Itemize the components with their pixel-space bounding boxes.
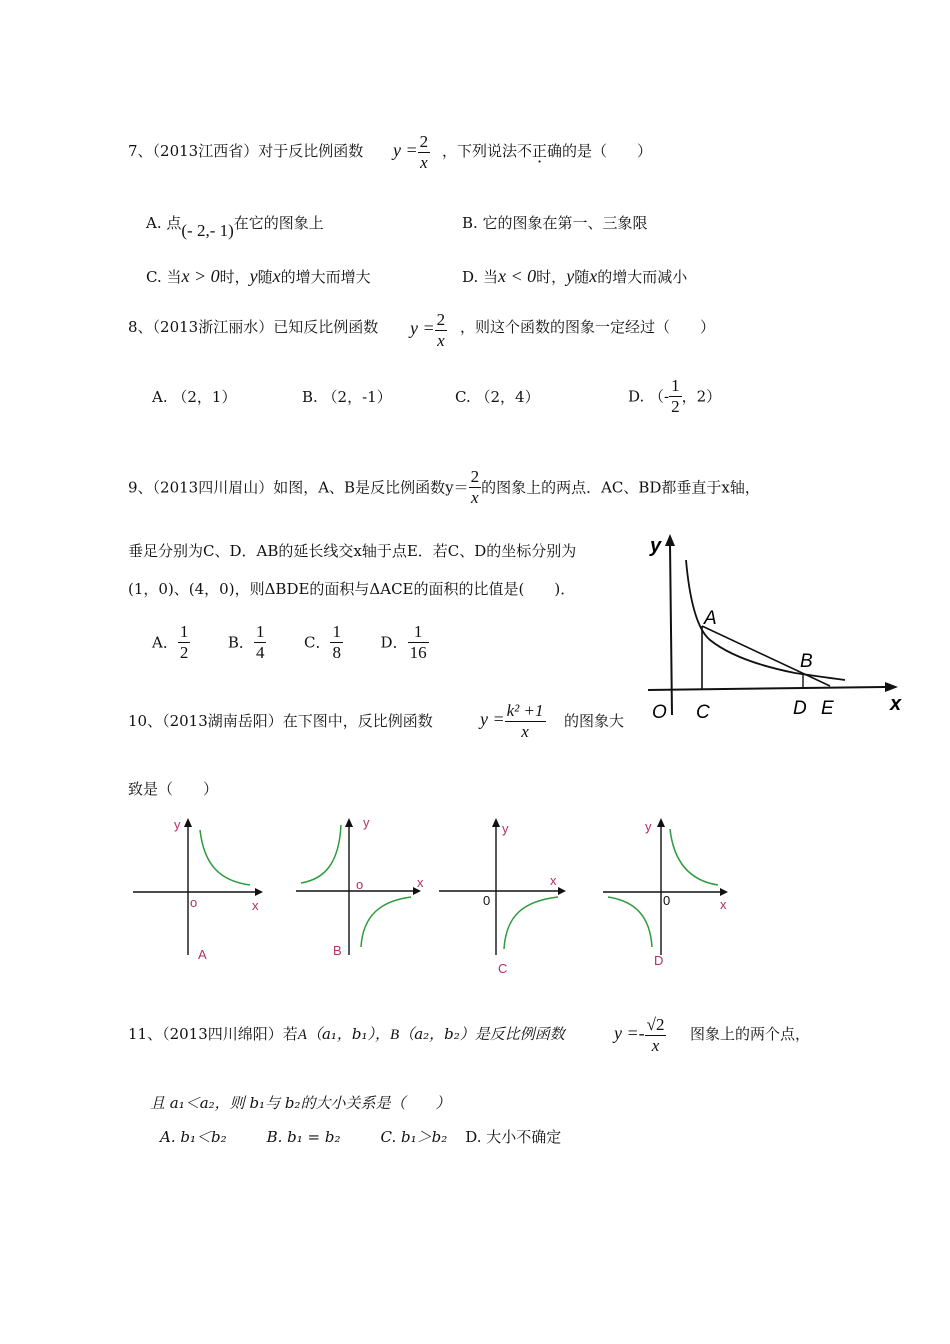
q7-emphasis [517, 142, 562, 160]
q11-option-a: A. b₁＜b₂ [160, 1128, 227, 1146]
graph-d-x-label: x [720, 897, 727, 912]
graph-b-y-arrow [345, 818, 353, 827]
q7-option-c-x: x [272, 266, 281, 286]
q7-option-a-point: (- 2,- 1) [181, 221, 234, 240]
q9-y-arrow [665, 534, 675, 546]
q7-option-a [146, 212, 324, 240]
q11-option-c: C. b₁＞b₂ [380, 1128, 448, 1146]
graph-a-x-label: x [252, 898, 259, 913]
q8-func-num: 2 [436, 310, 446, 329]
q8-option-d-fraction [669, 376, 682, 416]
q9-stem [128, 467, 760, 507]
q10-line2: 致是（ ） [128, 780, 219, 798]
q9-option-b-den: 4 [255, 642, 265, 662]
q10-fraction [505, 701, 546, 741]
q8-option-d-den: 2 [671, 396, 680, 416]
q10-function [480, 701, 546, 741]
q7-option-d-mid: 时， [536, 268, 567, 286]
q11-options [160, 1126, 561, 1147]
q11-stem [128, 1023, 565, 1044]
q10-func-num: k² +1 [506, 701, 544, 720]
q7-option-c-y: y [249, 266, 258, 286]
q7-emph-text: 不正确 [517, 142, 563, 160]
q10-graph-d [600, 815, 740, 970]
q10-prefix: 10、（2013湖南岳阳）在下图中，反比例函数 [128, 712, 433, 730]
q7-option-d [462, 266, 687, 287]
q7-option-c [146, 266, 371, 287]
q7-option-d-y: y [566, 266, 575, 286]
q9-line3: (1，0)、(4，0)，则ΔBDE的面积与ΔACE的面积的比值是( )． [128, 580, 576, 598]
q9-label-a: A [704, 608, 717, 629]
q9-option-a-den: 2 [179, 642, 189, 662]
q9-option-c-num: 1 [332, 622, 341, 641]
q8-option-a: A. （2，1） [152, 388, 237, 406]
q11-func-num: √2 [646, 1015, 665, 1034]
q11-prefix: 11、（2013四川绵阳）若 [128, 1025, 298, 1043]
q9-fraction [469, 467, 482, 507]
q9-func-num: 2 [470, 467, 480, 486]
q7-option-a-post: 在它的图象上 [233, 214, 324, 232]
graph-d-y-label: y [645, 819, 652, 834]
q9-options [152, 622, 429, 662]
graph-c-origin: 0 [483, 893, 491, 908]
q8-option-d-post: ，2） [681, 387, 722, 406]
q9-label-x: x [890, 693, 902, 715]
graph-d-x-arrow [720, 888, 728, 896]
q7-option-d-pre: D. 当 [462, 268, 499, 286]
q9-option-c-fraction [330, 622, 343, 662]
graph-b-origin: o [356, 877, 364, 892]
q11-fraction [645, 1015, 667, 1055]
q11-option-d: D. 大小不确定 [465, 1128, 562, 1146]
q9-suffix: 的图象上的两点．AC、BD都垂直于x轴， [481, 478, 760, 497]
q7-func-den: x [420, 152, 428, 172]
q7-stem-tail [442, 140, 652, 161]
q7-stem [128, 140, 363, 161]
q11-option-b: B. b₁ = b₂ [266, 1128, 341, 1146]
q9-x-axis [648, 687, 885, 690]
q9-figure [640, 530, 920, 725]
q9-label-b: B [800, 651, 813, 672]
q11-point-a: A [297, 1027, 307, 1043]
q11-point-b: B [390, 1027, 400, 1043]
q11-func-den: x [651, 1035, 660, 1055]
q7-suffix-b: 的是（ ） [562, 142, 653, 160]
q9-option-c-den: 8 [332, 642, 341, 662]
q9-option-a-label: A． [152, 633, 178, 652]
q9-option-c-label: C． [304, 633, 331, 652]
graph-d-curve-upper-right [670, 829, 718, 885]
q8-stem-tail [460, 316, 715, 337]
graph-a-curve [200, 830, 250, 885]
graph-a-y-arrow [184, 818, 192, 827]
q9-label-e: E [821, 698, 834, 719]
q7-option-c-pre: C. 当 [146, 268, 182, 286]
q9-option-d-fraction [408, 622, 429, 662]
q10-stem-tail: 的图象大 [564, 712, 625, 730]
q9-option-d-label: D． [380, 633, 408, 652]
graph-c-curve [504, 897, 558, 949]
q7-function [393, 132, 430, 172]
q8-fraction [435, 310, 448, 350]
q7-option-b-text: B. 它的图象在第一、三象限 [462, 214, 648, 232]
q9-prefix: 9、（2013四川眉山）如图，A、B是反比例函数y＝ [128, 478, 469, 497]
graph-a-x-arrow [255, 888, 263, 896]
q8-option-d-num: 1 [671, 376, 680, 395]
q7-suffix-a: ，下列说法 [442, 142, 518, 160]
graph-b-curve-lower-right [361, 897, 411, 947]
q8-option-c: C. （2，4） [455, 388, 540, 406]
q9-label-y: y [650, 535, 662, 557]
q9-option-a-fraction [178, 622, 191, 662]
q10-func-lhs: y = [480, 709, 505, 730]
q8-stem [128, 316, 378, 337]
q9-func-den: x [471, 487, 479, 507]
q7-option-d-mid2: 随 [574, 268, 590, 286]
q10-func-den: x [521, 721, 529, 741]
q8-suffix: ，则这个函数的图象一定经过（ ） [460, 318, 716, 336]
q10-stem [128, 710, 433, 731]
q7-option-c-mid2: 随 [257, 268, 273, 286]
q7-option-c-mid: 时， [219, 268, 250, 286]
q9-x-arrow [885, 682, 898, 692]
graph-b-curve-upper-left [301, 825, 341, 883]
graph-b-y-label: y [363, 815, 370, 830]
q11-func-lhs: y =- [614, 1023, 645, 1044]
q10-graph-a [130, 815, 270, 965]
q8-function [410, 310, 447, 350]
q7-prefix: 7、（2013江西省）对于反比例函数 [128, 142, 364, 160]
q10-graph-c [436, 815, 576, 975]
q8-func-den: x [437, 330, 445, 350]
q9-label-c: C [696, 702, 710, 723]
graph-d-label: D [654, 953, 664, 968]
q9-option-d-num: 1 [408, 622, 429, 643]
graph-d-curve-lower-left [608, 897, 652, 947]
q8-prefix: 8、（2013浙江丽水）已知反比例函数 [128, 318, 379, 336]
q7-fraction [418, 132, 431, 172]
q8-func-lhs: y = [410, 318, 435, 339]
graph-c-label: C [498, 961, 508, 975]
graph-a-y-label: y [174, 817, 181, 832]
graph-a-origin: o [190, 895, 198, 910]
q9-line2: 垂足分别为C、D．AB的延长线交x轴于点E．若C、D的坐标分别为 [128, 542, 577, 560]
q7-option-d-cond: x < 0 [498, 266, 537, 286]
graph-c-y-label: y [502, 821, 509, 836]
q7-option-a-pre: A. 点 [146, 214, 182, 232]
q11-line2: 且 a₁＜a₂，则 b₁与 b₂的大小关系是（ ） [150, 1094, 451, 1112]
graph-c-y-arrow [492, 818, 500, 827]
q8-option-d-pre: D. （- [628, 387, 670, 406]
q9-option-a-num: 1 [179, 622, 189, 641]
q10-graph-b [293, 815, 433, 965]
q7-option-c-post: 的增大而增大 [280, 268, 371, 286]
q9-label-o: O [652, 702, 667, 723]
graph-d-y-arrow [657, 818, 665, 827]
q11-function [614, 1015, 666, 1055]
graph-b-x-label: x [417, 875, 424, 890]
q7-option-b [462, 212, 648, 233]
q9-label-d: D [793, 698, 807, 719]
q8-option-b: B. （2，-1） [302, 388, 392, 406]
q7-option-d-x: x [589, 266, 598, 286]
graph-a-label: A [198, 947, 207, 962]
q7-func-lhs: y = [393, 140, 418, 161]
graph-c-x-label: x [550, 873, 557, 888]
graph-b-label: B [333, 943, 342, 958]
q9-option-b-num: 1 [255, 622, 265, 641]
graph-d-origin: 0 [663, 893, 671, 908]
q11-point-b-coords: （a₂，b₂）是反比例函数 [399, 1025, 565, 1043]
q7-option-d-post: 的增大而减小 [597, 268, 688, 286]
q11-stem-tail: 图象上的两个点， [690, 1025, 811, 1043]
q9-option-d-den: 16 [409, 642, 427, 662]
graph-c-x-arrow [558, 887, 566, 895]
q9-option-b-fraction [254, 622, 267, 662]
q7-option-c-cond: x > 0 [181, 266, 220, 286]
q8-option-d [628, 376, 721, 416]
q7-func-num: 2 [419, 132, 429, 151]
q9-option-b-label: B． [227, 633, 254, 652]
q11-point-a-coords: （a₁，b₁）， [306, 1025, 391, 1043]
